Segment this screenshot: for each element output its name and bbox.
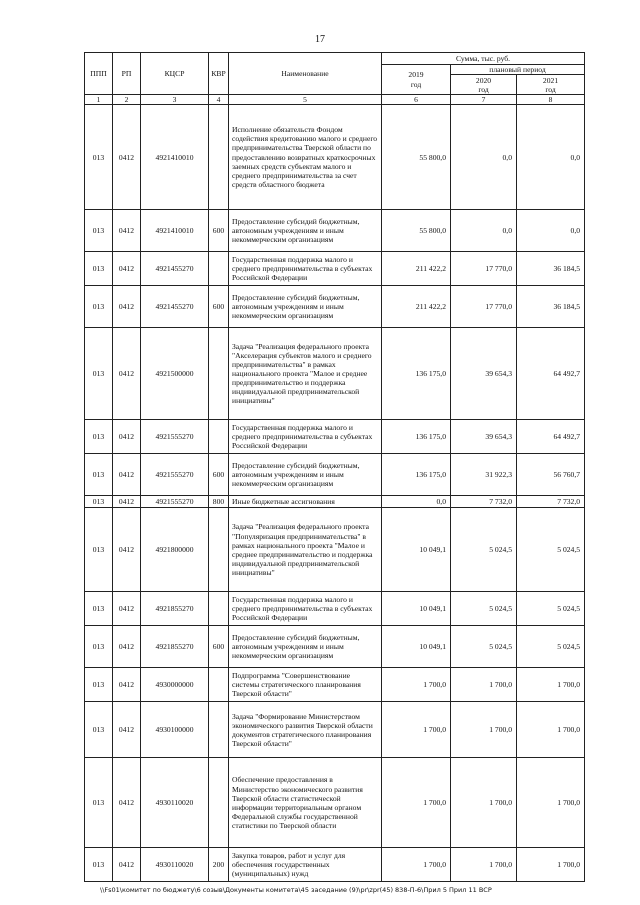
column-number: 2	[113, 95, 141, 105]
cell-2019: 136 175,0	[382, 328, 451, 420]
header-year-2021: 2021 год	[517, 75, 585, 95]
cell-kcsr: 4921555270	[141, 420, 209, 454]
header-name: Наименование	[229, 53, 382, 95]
cell-2019: 55 800,0	[382, 210, 451, 252]
cell-2021: 36 184,5	[517, 286, 585, 328]
cell-ppp: 013	[85, 668, 113, 702]
cell-ppp: 013	[85, 210, 113, 252]
cell-name: Иные бюджетные ассигнования	[229, 496, 382, 508]
column-number-row	[85, 95, 585, 105]
table-row	[85, 848, 585, 882]
cell-2021: 5 024,5	[517, 626, 585, 668]
cell-name: Исполнение обязательств Фондом содействия кредитованию малого и среднего предпринимательства Тверской области по предоставлению возвратных краткосрочных заемных средств субъектам малого и среднего предпринимательства за счет средств областного бюджета	[229, 105, 382, 210]
cell-rp: 0412	[113, 328, 141, 420]
cell-kvr: 200	[209, 848, 229, 882]
cell-2021: 0,0	[517, 105, 585, 210]
cell-kcsr: 4921455270	[141, 286, 209, 328]
cell-2019: 136 175,0	[382, 420, 451, 454]
cell-kvr: 600	[209, 454, 229, 496]
cell-2019: 1 700,0	[382, 848, 451, 882]
cell-ppp: 013	[85, 252, 113, 286]
cell-name: Государственная поддержка малого и среднего предпринимательства в субъектах Российской Федерации	[229, 592, 382, 626]
cell-2019: 55 800,0	[382, 105, 451, 210]
budget-table	[84, 52, 585, 882]
header-plan-period: плановый период	[451, 65, 585, 75]
cell-name: Подпрограмма "Совершенствование системы стратегического планирования Тверской области"	[229, 668, 382, 702]
cell-rp: 0412	[113, 702, 141, 758]
column-number: 7	[451, 95, 517, 105]
table-row	[85, 626, 585, 668]
cell-name: Государственная поддержка малого и среднего предпринимательства в субъектах Российской Федерации	[229, 420, 382, 454]
header-kvr: КВР	[209, 53, 229, 95]
table-row	[85, 758, 585, 848]
cell-2021: 1 700,0	[517, 702, 585, 758]
column-number: 1	[85, 95, 113, 105]
cell-rp: 0412	[113, 626, 141, 668]
cell-2019: 1 700,0	[382, 668, 451, 702]
cell-ppp: 013	[85, 508, 113, 592]
cell-2020: 1 700,0	[451, 668, 517, 702]
cell-kcsr: 4921455270	[141, 252, 209, 286]
cell-2020: 39 654,3	[451, 420, 517, 454]
cell-kcsr: 4921555270	[141, 454, 209, 496]
cell-name: Обеспечение предоставления в Министерство экономического развития Тверской области статистической информации территориальным органом Федеральной службы государственной статистики по Тверской области	[229, 758, 382, 848]
cell-2019: 211 422,2	[382, 286, 451, 328]
cell-2021: 64 492,7	[517, 420, 585, 454]
cell-2020: 17 770,0	[451, 286, 517, 328]
header-year-2020: 2020 год	[451, 75, 517, 95]
cell-2019: 10 049,1	[382, 592, 451, 626]
cell-2020: 1 700,0	[451, 702, 517, 758]
cell-ppp: 013	[85, 702, 113, 758]
cell-2020: 17 770,0	[451, 252, 517, 286]
header-year-2019: 2019 год	[382, 65, 451, 95]
column-number: 4	[209, 95, 229, 105]
cell-ppp: 013	[85, 286, 113, 328]
cell-kvr	[209, 758, 229, 848]
cell-2020: 39 654,3	[451, 328, 517, 420]
cell-name: Предоставление субсидий бюджетным, автономным учреждениям и иным некоммерческим организациям	[229, 210, 382, 252]
cell-kvr: 600	[209, 626, 229, 668]
cell-rp: 0412	[113, 758, 141, 848]
cell-kvr	[209, 252, 229, 286]
table-row	[85, 105, 585, 210]
cell-kcsr: 4930110020	[141, 758, 209, 848]
cell-kvr	[209, 702, 229, 758]
cell-name: Предоставление субсидий бюджетным, автономным учреждениям и иным некоммерческим организациям	[229, 286, 382, 328]
cell-kcsr: 4930000000	[141, 668, 209, 702]
cell-2019: 136 175,0	[382, 454, 451, 496]
column-number: 6	[382, 95, 451, 105]
cell-kvr: 600	[209, 286, 229, 328]
cell-kvr	[209, 105, 229, 210]
cell-kcsr: 4930110020	[141, 848, 209, 882]
footer-file-path: \\Fs01\комитет по бюджету\6 созыв\Документы комитета\45 заседание (9)\pr\zpr(45) 838-П-6\Прил 5 Прил 11 ВСР	[100, 886, 492, 894]
cell-kcsr: 4921410010	[141, 105, 209, 210]
cell-kcsr: 4921500000	[141, 328, 209, 420]
column-number: 3	[141, 95, 209, 105]
cell-kvr	[209, 508, 229, 592]
cell-2019: 10 049,1	[382, 508, 451, 592]
cell-rp: 0412	[113, 252, 141, 286]
cell-2021: 5 024,5	[517, 508, 585, 592]
cell-kcsr: 4921410010	[141, 210, 209, 252]
table-row	[85, 286, 585, 328]
header-sum: Сумма, тыс. руб.	[382, 53, 585, 65]
cell-kcsr: 4930100000	[141, 702, 209, 758]
cell-2020: 5 024,5	[451, 626, 517, 668]
table-row	[85, 496, 585, 508]
cell-name: Предоставление субсидий бюджетным, автономным учреждениям и иным некоммерческим организациям	[229, 626, 382, 668]
cell-rp: 0412	[113, 508, 141, 592]
cell-2019: 1 700,0	[382, 702, 451, 758]
cell-2021: 5 024,5	[517, 592, 585, 626]
table-row	[85, 252, 585, 286]
cell-kvr: 800	[209, 496, 229, 508]
column-number: 8	[517, 95, 585, 105]
table-row	[85, 454, 585, 496]
cell-2021: 1 700,0	[517, 848, 585, 882]
cell-2021: 1 700,0	[517, 668, 585, 702]
table-row	[85, 328, 585, 420]
cell-name: Задача "Реализация федерального проекта "Популяризация предпринимательства" в рамках национального проекта "Малое и среднее предпринимательство и поддержка индивидуальной предпринимательской инициативы"	[229, 508, 382, 592]
cell-2020: 31 922,3	[451, 454, 517, 496]
cell-kvr	[209, 592, 229, 626]
cell-rp: 0412	[113, 668, 141, 702]
cell-2021: 7 732,0	[517, 496, 585, 508]
cell-name: Государственная поддержка малого и среднего предпринимательства в субъектах Российской Федерации	[229, 252, 382, 286]
cell-ppp: 013	[85, 758, 113, 848]
cell-2020: 5 024,5	[451, 508, 517, 592]
cell-ppp: 013	[85, 626, 113, 668]
cell-ppp: 013	[85, 420, 113, 454]
table-row	[85, 508, 585, 592]
cell-ppp: 013	[85, 848, 113, 882]
cell-2021: 56 760,7	[517, 454, 585, 496]
table-row	[85, 668, 585, 702]
column-number: 5	[229, 95, 382, 105]
cell-2020: 7 732,0	[451, 496, 517, 508]
cell-2020: 0,0	[451, 105, 517, 210]
cell-kcsr: 4921800000	[141, 508, 209, 592]
cell-rp: 0412	[113, 496, 141, 508]
cell-2020: 5 024,5	[451, 592, 517, 626]
table-row	[85, 420, 585, 454]
table-row	[85, 592, 585, 626]
header-rp: РП	[113, 53, 141, 95]
cell-kcsr: 4921855270	[141, 626, 209, 668]
cell-rp: 0412	[113, 848, 141, 882]
cell-kvr	[209, 420, 229, 454]
cell-2021: 1 700,0	[517, 758, 585, 848]
cell-name: Предоставление субсидий бюджетным, автономным учреждениям и иным некоммерческим организациям	[229, 454, 382, 496]
cell-rp: 0412	[113, 286, 141, 328]
cell-ppp: 013	[85, 105, 113, 210]
header-kcsr: КЦСР	[141, 53, 209, 95]
cell-kvr	[209, 328, 229, 420]
cell-kvr: 600	[209, 210, 229, 252]
cell-2020: 0,0	[451, 210, 517, 252]
cell-kcsr: 4921855270	[141, 592, 209, 626]
cell-2021: 36 184,5	[517, 252, 585, 286]
table-row	[85, 702, 585, 758]
cell-rp: 0412	[113, 210, 141, 252]
cell-2019: 1 700,0	[382, 758, 451, 848]
cell-2021: 64 492,7	[517, 328, 585, 420]
page-number: 17	[315, 34, 325, 45]
cell-rp: 0412	[113, 454, 141, 496]
cell-kvr	[209, 668, 229, 702]
table-row	[85, 210, 585, 252]
cell-2020: 1 700,0	[451, 848, 517, 882]
cell-2019: 10 049,1	[382, 626, 451, 668]
table-body	[85, 105, 585, 882]
cell-ppp: 013	[85, 454, 113, 496]
cell-rp: 0412	[113, 420, 141, 454]
cell-kcsr: 4921555270	[141, 496, 209, 508]
cell-2021: 0,0	[517, 210, 585, 252]
table-header	[85, 53, 585, 105]
cell-2019: 211 422,2	[382, 252, 451, 286]
cell-ppp: 013	[85, 328, 113, 420]
cell-name: Задача "Реализация федерального проекта "Акселерация субъектов малого и среднего предпринимательства" в рамках национального проекта "Малое и среднее предпринимательство и поддержка индивидуальной предпринимательской инициативы"	[229, 328, 382, 420]
cell-ppp: 013	[85, 496, 113, 508]
cell-name: Задача "Формирование Министерством экономического развития Тверской области документов стратегического планирования Тверской области"	[229, 702, 382, 758]
cell-rp: 0412	[113, 105, 141, 210]
cell-2019: 0,0	[382, 496, 451, 508]
cell-ppp: 013	[85, 592, 113, 626]
cell-2020: 1 700,0	[451, 758, 517, 848]
header-ppp: ППП	[85, 53, 113, 95]
cell-name: Закупка товаров, работ и услуг для обеспечения государственных (муниципальных) нужд	[229, 848, 382, 882]
cell-rp: 0412	[113, 592, 141, 626]
